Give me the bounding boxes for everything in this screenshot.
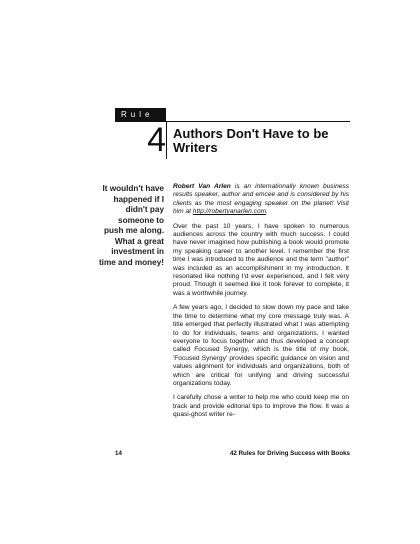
- author-bio-text: is an internationally known business results speaker, author and emcee and is considered by his clients as the most engaging speaker on the planet! Visit him at: [173, 183, 349, 216]
- rule-label: Rule: [115, 108, 166, 122]
- sidebar-quote: It wouldn't have happened if I didn't pay someone to push me along. What a great investment in time and money!: [98, 184, 164, 267]
- author-bio-end: .: [266, 208, 268, 216]
- paragraph-2: A few years ago, I decided to slow down my pace and take the time to determine what my core message truly was. A title emerged that perfectly illustrated what I was attempting to do for individuals, teams and organizations. I wanted everyone to focus together and thus developed a concept called Focused Synergy, which is the title of my book, 'Focused Synergy' provides specific guidance on vision and values alignment for individuals and organizations, both of which are critical for unifying and driving successful organizations today.: [173, 304, 349, 387]
- rule-number: 4: [147, 121, 166, 159]
- chapter-title: Authors Don't Have to be Writers: [173, 126, 329, 155]
- author-bio: [173, 183, 349, 217]
- author-website-link[interactable]: http://robertvanarlen.com: [192, 208, 267, 216]
- author-name: Robert Van Arlen: [173, 183, 231, 190]
- paragraph-1: Over the past 10 years, I have spoken to numerous audiences across the country with much success. I could have never imagined how publishing a book would promote my speaking career to another level. I remember the first time I was introduced to the audience and the term "author" was included as an accomplishment in my introduction. It resonated like nothing I'd ever experienced, and I felt very proud. Though it seemed like it took forever to complete, it was a worthwhile journey.: [173, 222, 349, 297]
- rule-divider: [166, 121, 350, 122]
- page-number: 14: [115, 450, 122, 457]
- book-title: 42 Rules for Driving Success with Books: [229, 450, 350, 457]
- rule-vertical-divider: [166, 121, 167, 159]
- body-text: [173, 183, 349, 426]
- paragraph-3: I carefully chose a writer to help me who could keep me on track and provide editorial tips to improve the flow. It was a quasi-ghost writer re-: [173, 394, 349, 419]
